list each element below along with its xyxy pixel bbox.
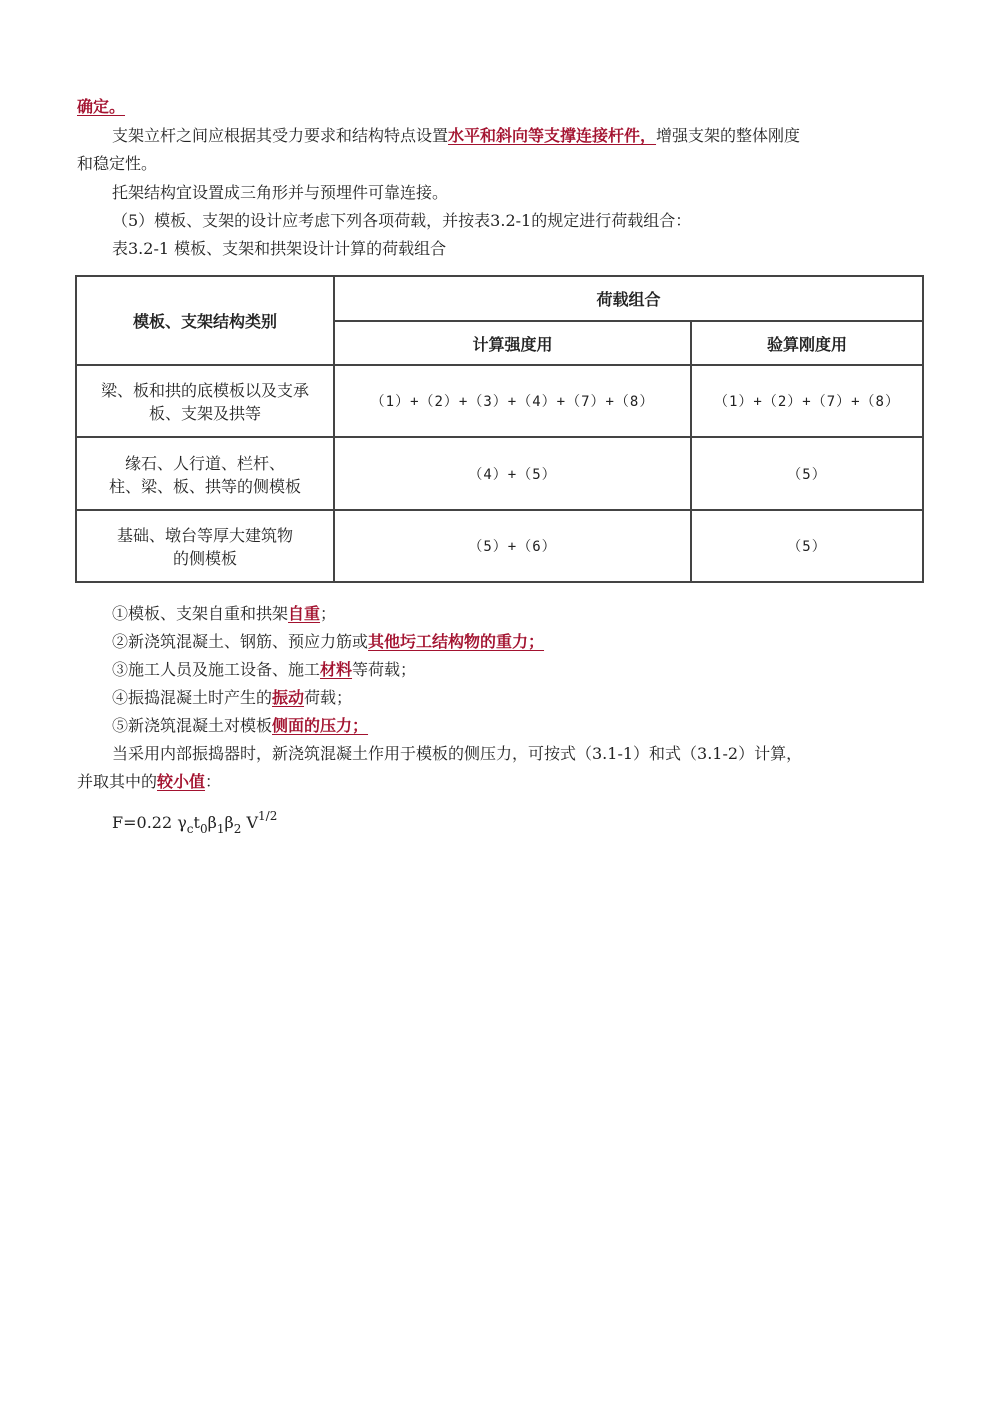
load-item-2: ②新浇筑混凝土、钢筋、预应力筋或其他圬工结构物的重力；	[112, 632, 545, 651]
highlight-vibration: 振动	[272, 688, 305, 707]
cell-stiffness: （5）	[691, 437, 923, 510]
highlight-material: 材料	[320, 660, 353, 679]
cell-strength: （5）+（6）	[334, 510, 691, 582]
cell-stiffness: （1）+（2）+（7）+（8）	[691, 365, 923, 437]
line-confirm	[77, 95, 125, 119]
load-item-1: ①模板、支架自重和拱架自重；	[112, 604, 337, 623]
highlight-bracing: 水平和斜向等支撑连接杆件，	[448, 126, 657, 145]
cell-category: 基础、墩台等厚大建筑物 的侧模板	[76, 510, 334, 582]
load-item-5: ⑤新浇筑混凝土对模板侧面的压力；	[112, 716, 369, 735]
paragraph-vibrator-cont: 并取其中的较小值：	[77, 772, 222, 791]
load-item-4: ④振捣混凝土时产生的振动荷载；	[112, 688, 353, 707]
load-item-3: ③施工人员及施工设备、施工材料等荷载；	[112, 660, 417, 679]
paragraph-bracing: 支架立杆之间应根据其受力要求和结构特点设置水平和斜向等支撑连接杆件，增强支架的整体刚度	[112, 126, 801, 145]
formula-side-pressure: F=0.22 $\gamma_ct_0\beta_1\beta_2$ $V^{1/2}$	[112, 809, 278, 836]
table-row	[76, 365, 923, 437]
highlight-confirm: 确定。	[77, 97, 126, 116]
highlight-self-weight: 自重	[288, 604, 321, 623]
table-caption: 表3.2-1 模板、支架和拱架设计计算的荷载组合	[112, 239, 447, 258]
table-row	[76, 510, 923, 582]
cell-stiffness: （5）	[691, 510, 923, 582]
paragraph-loads-intro: （5）模板、支架的设计应考虑下列各项荷载，并按表3.2-1的规定进行荷载组合：	[112, 211, 692, 230]
cell-strength: （4）+（5）	[334, 437, 691, 510]
cell-category: 缘石、人行道、栏杆、 柱、梁、板、拱等的侧模板	[76, 437, 334, 510]
paragraph-vibrator: 当采用内部振捣器时，新浇筑混凝土作用于模板的侧压力，可按式（3.1-1）和式（3.1-2）计算，	[112, 744, 803, 763]
header-stiffness: 验算刚度用	[691, 321, 923, 365]
table-row	[76, 437, 923, 510]
cell-strength: （1）+（2）+（3）+（4）+（7）+（8）	[334, 365, 691, 437]
highlight-gravity: 其他圬工结构物的重力；	[368, 632, 545, 651]
paragraph-bracket: 托架结构宜设置成三角形并与预埋件可靠连接。	[112, 183, 449, 202]
header-strength: 计算强度用	[334, 321, 691, 365]
highlight-smaller-value: 较小值	[157, 772, 206, 791]
load-combination-table	[75, 275, 924, 583]
header-category: 模板、支架结构类别	[76, 276, 334, 365]
header-combo: 荷载组合	[334, 276, 923, 321]
cell-category: 梁、板和拱的底模板以及支承 板、支架及拱等	[76, 365, 334, 437]
highlight-side-pressure: 侧面的压力；	[272, 716, 369, 735]
paragraph-bracing-cont: 和稳定性。	[77, 154, 158, 173]
